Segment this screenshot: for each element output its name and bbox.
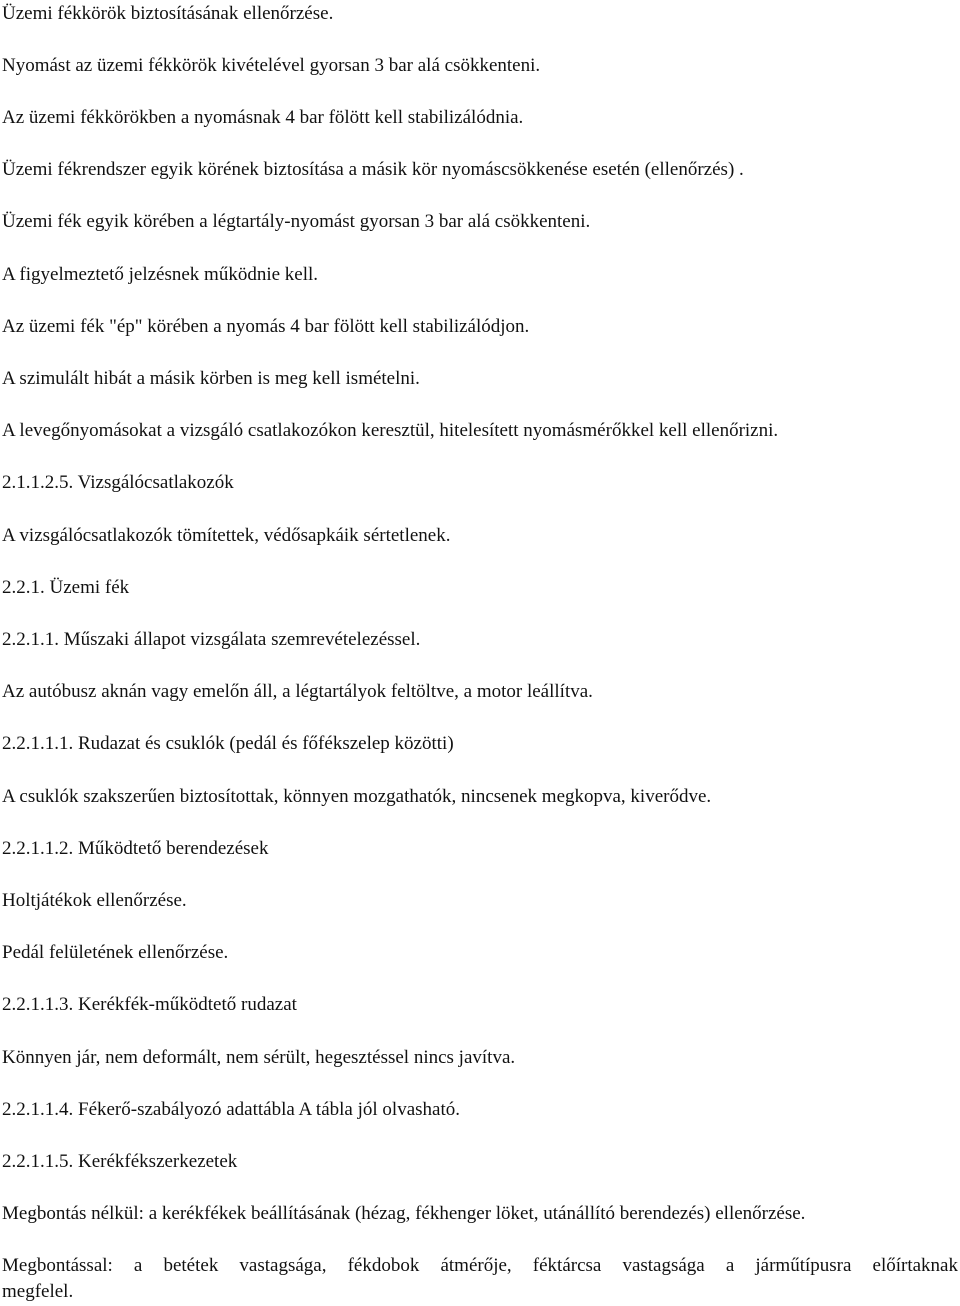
text-line-14: Az autóbusz aknán vagy emelőn áll, a légtartályok feltöltve, a motor leállítva. xyxy=(2,681,593,702)
section-heading-2-2-1-1-5: 2.2.1.1.5. Kerékfékszerkezetek xyxy=(2,1151,238,1172)
text-line-18: Holtjátékok ellenőrzése. xyxy=(2,890,187,911)
section-heading-2-2-1-1-2: 2.2.1.1.2. Működtető berendezések xyxy=(2,838,269,859)
section-heading-2-2-1: 2.2.1. Üzemi fék xyxy=(2,577,130,598)
section-heading-2-2-1-1-4: 2.2.1.1.4. Fékerő-szabályozó adattábla A tábla jól olvasható. xyxy=(2,1099,460,1120)
text-line-2: Nyomást az üzemi fékkörök kivételével gyorsan 3 bar alá csökkenteni. xyxy=(2,55,541,76)
text-line-9: A levegőnyomásokat a vizsgáló csatlakozókon keresztül, hitelesített nyomásmérőkkel kell ellenőrizni. xyxy=(2,420,779,441)
section-heading-2-2-1-1-1: 2.2.1.1.1. Rudazat és csuklók (pedál és főfékszelep közötti) xyxy=(2,733,454,754)
section-heading-2-2-1-1: 2.2.1.1. Műszaki állapot vizsgálata szemrevételezéssel. xyxy=(2,629,421,650)
text-line-19: Pedál felületének ellenőrzése. xyxy=(2,942,229,963)
section-heading-2-1-1-2-5: 2.1.1.2.5. Vizsgálócsatlakozók xyxy=(2,472,234,493)
text-line-3: Az üzemi fékkörökben a nyomásnak 4 bar fölött kell stabilizálódnia. xyxy=(2,107,524,128)
text-line-26: megfelel. xyxy=(2,1281,74,1302)
text-line-8: A szimulált hibát a másik körben is meg kell ismételni. xyxy=(2,368,420,389)
text-line-25: Megbontással: a betétek vastagsága, fékdobok átmérője, féktárcsa vastagsága a járműtípusra előírtaknak xyxy=(2,1255,958,1276)
text-line-16: A csuklók szakszerűen biztosítottak, könnyen mozgathatók, nincsenek megkopva, kiverődve. xyxy=(2,786,712,807)
text-line-5: Üzemi fék egyik körében a légtartály-nyomást gyorsan 3 bar alá csökkenteni. xyxy=(2,211,591,232)
text-line-24: Megbontás nélkül: a kerékfékek beállításának (hézag, fékhenger löket, utánállító berendezés) ellenőrzése. xyxy=(2,1203,806,1224)
text-line-21: Könnyen jár, nem deformált, nem sérült, hegesztéssel nincs javítva. xyxy=(2,1047,516,1068)
text-line-4: Üzemi fékrendszer egyik körének biztosítása a másik kör nyomáscsökkenése esetén (ellenőrzés) . xyxy=(2,159,744,180)
text-line-7: Az üzemi fék "ép" körében a nyomás 4 bar fölött kell stabilizálódjon. xyxy=(2,316,530,337)
text-line-1: Üzemi fékkörök biztosításának ellenőrzése. xyxy=(2,3,334,24)
text-line-11: A vizsgálócsatlakozók tömítettek, védősapkáik sértetlenek. xyxy=(2,525,451,546)
section-heading-2-2-1-1-3: 2.2.1.1.3. Kerékfék-működtető rudazat xyxy=(2,994,297,1015)
text-line-6: A figyelmeztető jelzésnek működnie kell. xyxy=(2,264,319,285)
